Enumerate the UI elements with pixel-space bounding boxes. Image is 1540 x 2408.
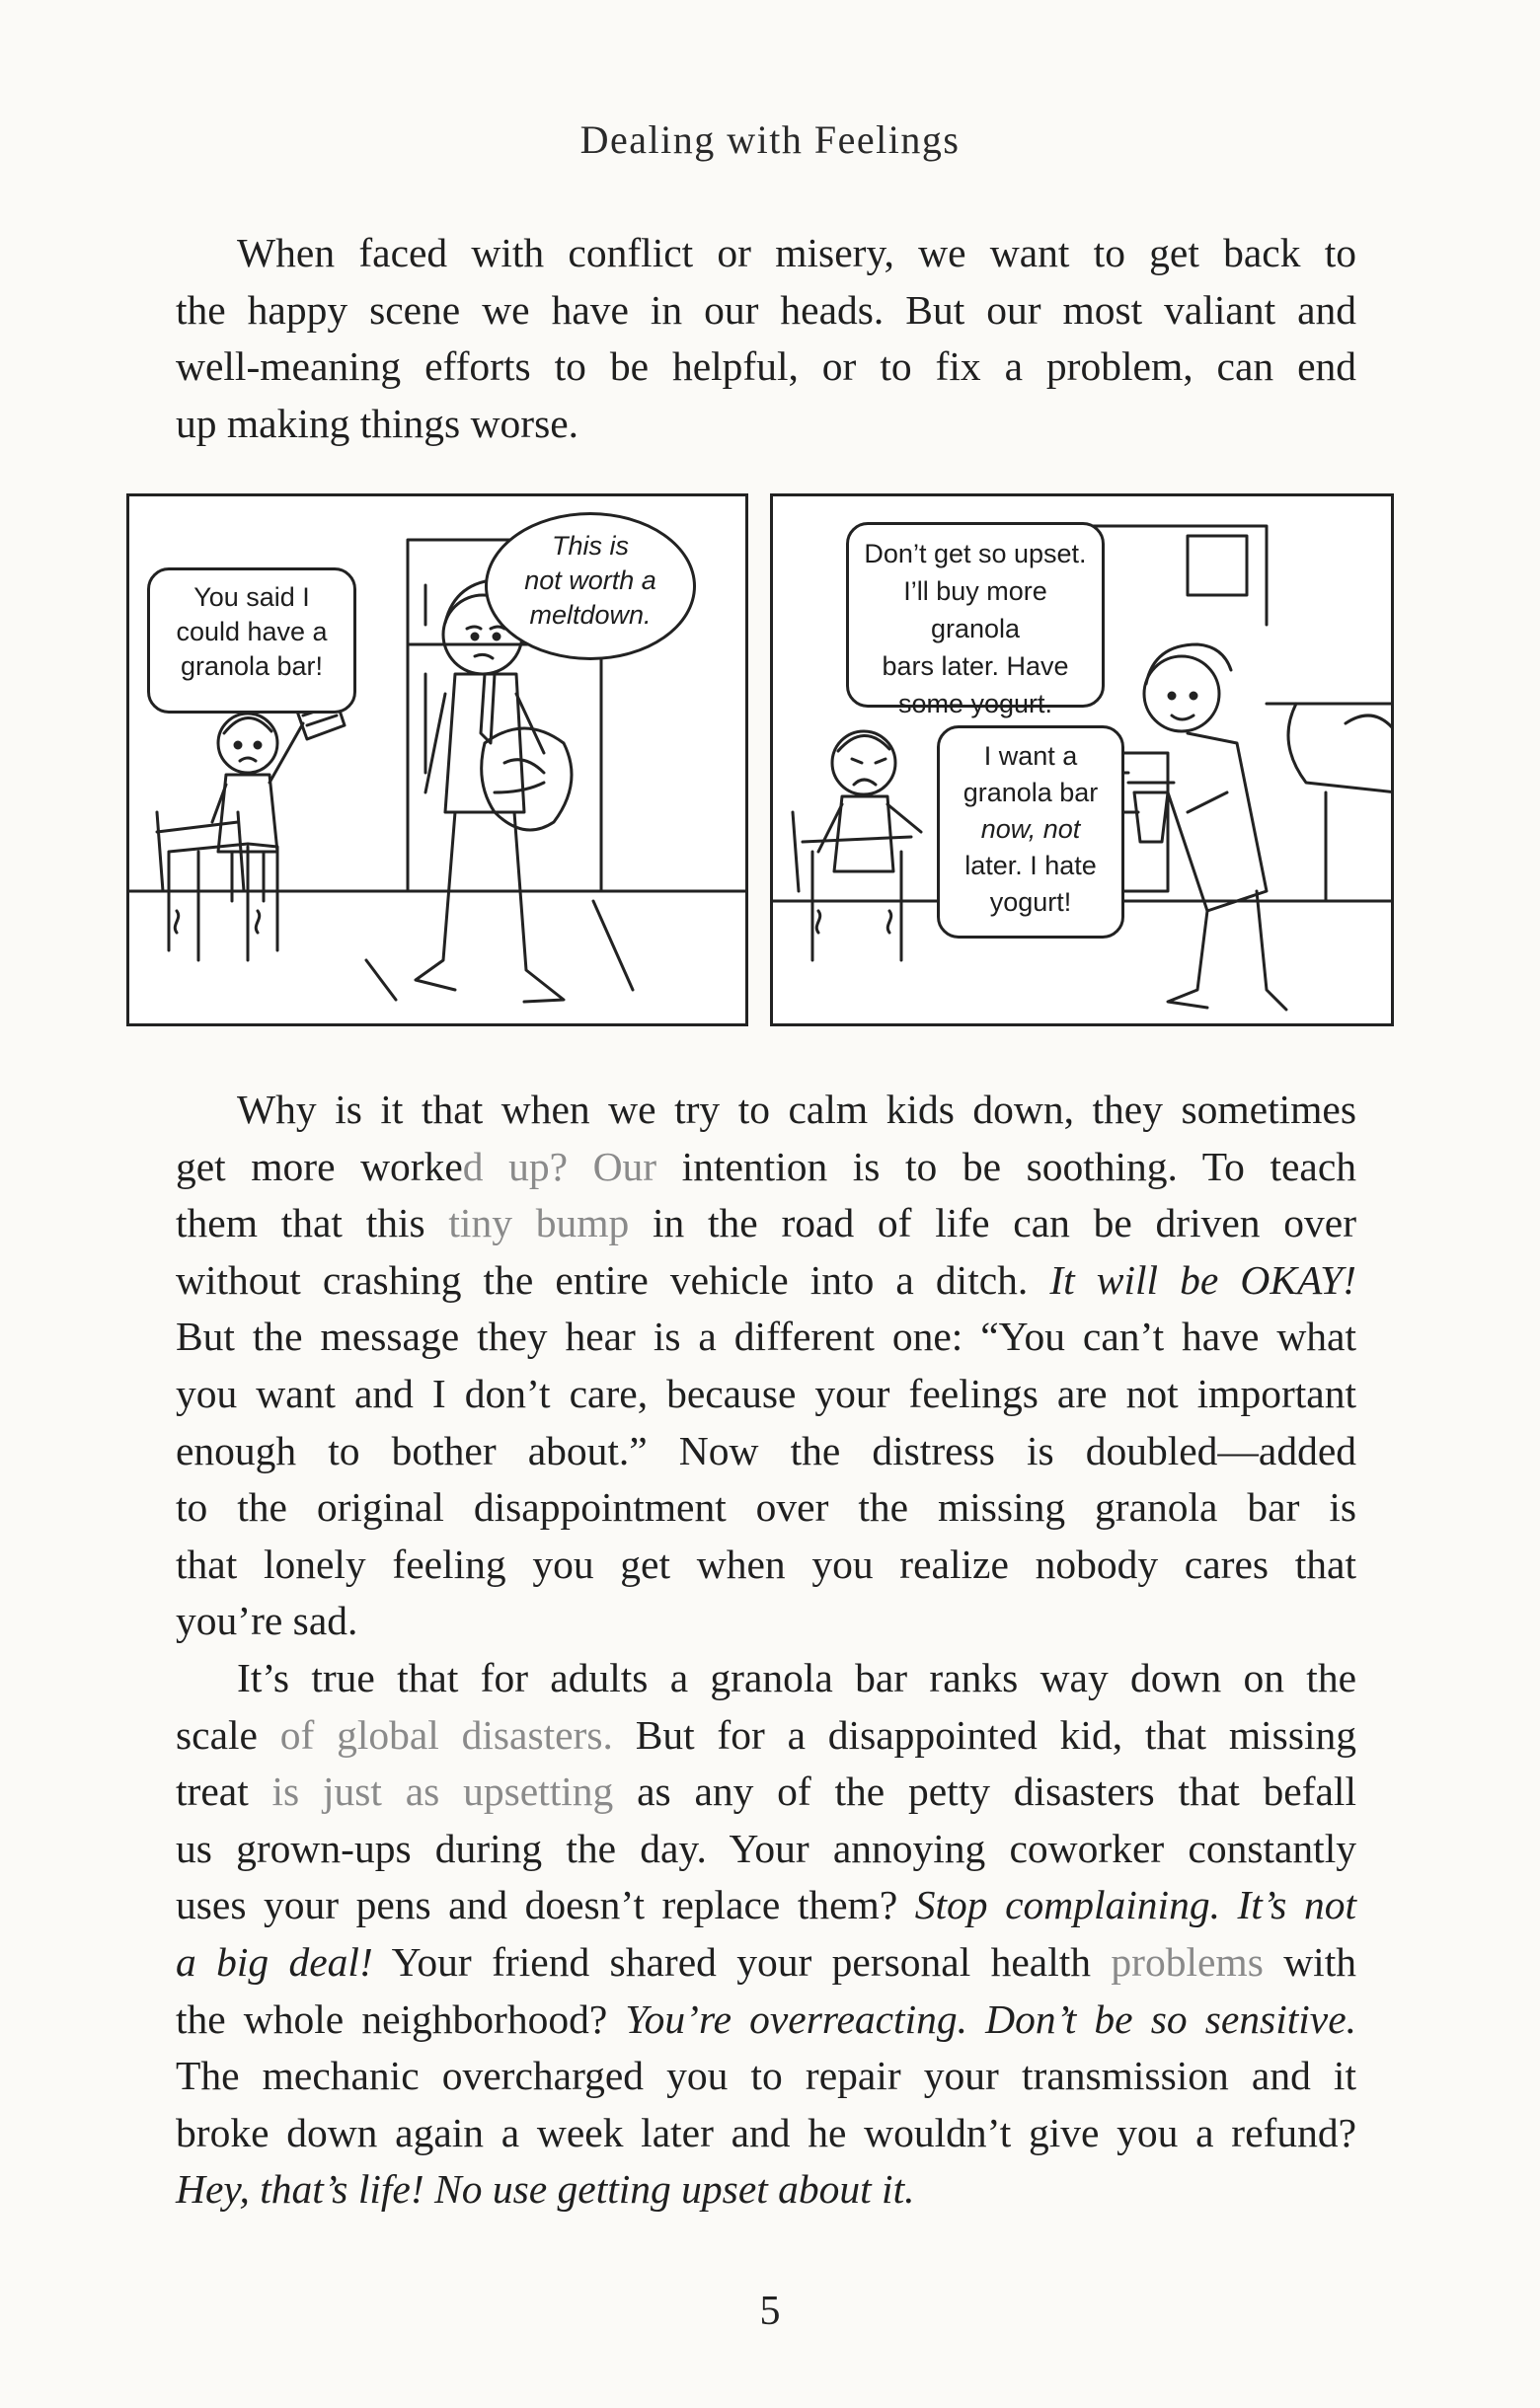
parent-thought-bubble: This is not worth a meltdown. — [485, 512, 696, 660]
text-line: you’re sad. — [176, 1598, 358, 1644]
child-speech-bubble: You said I could have a granola bar! — [147, 567, 356, 714]
body-paragraph-1 — [176, 1082, 1356, 1650]
text-line: But the message they hear is a different one: “You can’t have what — [176, 1314, 1356, 1360]
text-line: the happy scene we have in our heads. But our most valiant and — [176, 286, 1356, 333]
comic-panel-1 — [126, 493, 748, 1026]
text-line: Why is it that when we try to calm kids down, they sometimes — [237, 1087, 1356, 1132]
text-line: It’s true that for adults a granola bar ranks way down on the — [237, 1655, 1356, 1700]
text-line: us grown-ups during the day. Your annoying coworker constantly — [176, 1825, 1356, 1871]
text-line: enough to bother about.” Now the distress is doubled—added — [176, 1427, 1356, 1473]
text-line: to the original disappointment over the missing granola bar is — [176, 1484, 1356, 1531]
text-line: treat is just as upsetting as any of the petty disasters that befall — [176, 1768, 1356, 1815]
page-number: 5 — [759, 2289, 781, 2334]
text-line: them that this tiny bump in the road of life can be driven over — [176, 1200, 1357, 1246]
text-line: well-meaning efforts to be helpful, or to fix a problem, can end — [176, 343, 1356, 390]
text-line: without crashing the entire vehicle into a ditch. It will be OKAY! — [176, 1256, 1356, 1303]
text-line: a big deal! Your friend shared your personal health problems with — [176, 1938, 1356, 1985]
text-line: When faced with conflict or misery, we want to get back to — [237, 230, 1356, 275]
text-line: broke down again a week later and he wouldn’t give you a refund? — [176, 2109, 1356, 2155]
parent-speech-bubble: Don’t get so upset. I’ll buy more granola bars later. Have some yogurt. — [846, 522, 1105, 708]
comic-strip — [126, 493, 1394, 1034]
text-line: the whole neighborhood? You’re overreacting. Don’t be so sensitive. — [176, 1995, 1356, 2042]
text-line: get more worked up? Our intention is to be soothing. To teach — [176, 1143, 1356, 1189]
text-line: The mechanic overcharged you to repair your transmission and it — [176, 2053, 1356, 2099]
text-line: that lonely feeling you get when you realize nobody cares that — [176, 1541, 1356, 1587]
running-head: Dealing with Feelings — [579, 117, 961, 162]
text-line: up making things worse. — [176, 400, 579, 446]
text-line: scale of global disasters. But for a disappointed kid, that missing — [176, 1711, 1356, 1758]
text-line: you want and I don’t care, because your feelings are not important — [176, 1370, 1356, 1416]
text-line: uses your pens and doesn’t replace them? Stop complaining. It’s not — [176, 1882, 1356, 1928]
child-speech-bubble-2: I want a granola bar now, not later. I hate yogurt! — [937, 725, 1124, 939]
text-line: Hey, that’s life! No use getting upset about it. — [176, 2166, 915, 2213]
body-paragraph-2 — [176, 1650, 1356, 2219]
comic-panel-2 — [770, 493, 1394, 1026]
intro-paragraph — [176, 225, 1356, 452]
